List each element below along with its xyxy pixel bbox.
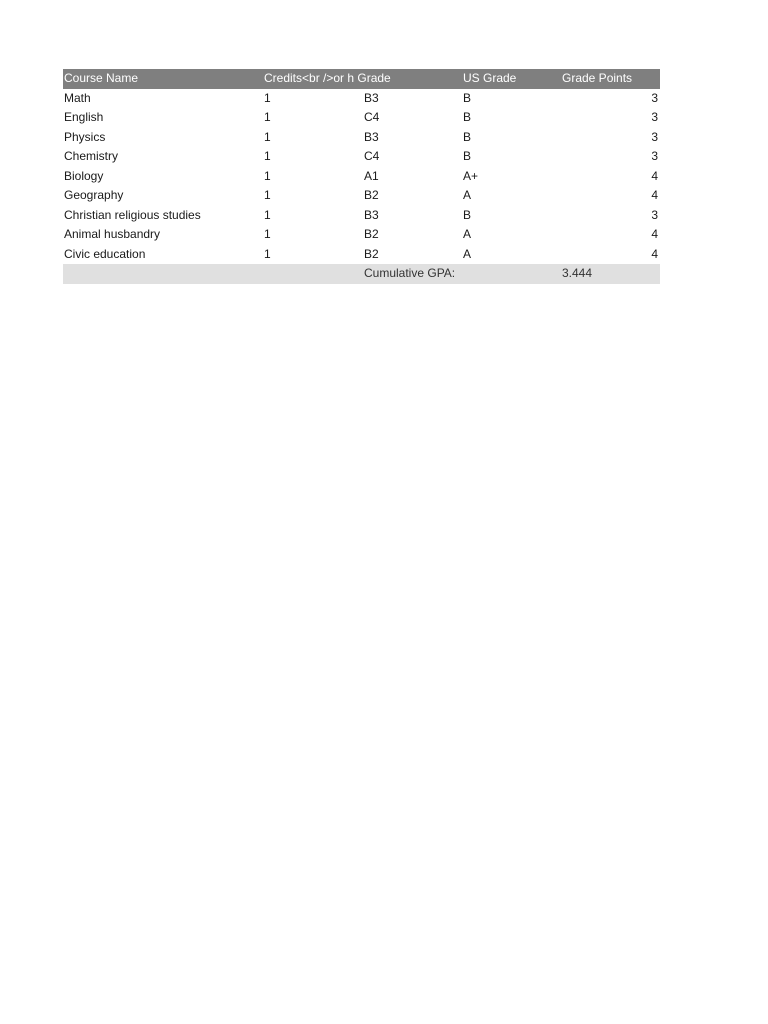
grade-points-cell: 4 [651,246,658,261]
table-row [63,225,660,245]
grade-cell: C4 [364,149,380,163]
grade-points-cell: 4 [651,227,658,241]
grade-cell: B3 [364,129,379,144]
grade-points-cell: 3 [651,129,658,144]
grade-points-cell: 3 [651,90,658,105]
grade-cell: B2 [364,227,379,241]
table-row [63,245,660,265]
header-us-grade: US Grade [463,71,517,85]
footer-empty-1 [63,264,263,284]
grade-points-cell: 3 [651,110,658,124]
grade-points-cell: 3 [651,149,658,163]
grade-cell: C4 [364,110,380,124]
course-name-cell: Math [64,90,91,105]
us-grade-cell: A [463,227,472,241]
credits-cell: 1 [264,246,271,261]
grade-cell: B2 [364,246,379,261]
course-name-cell: Christian religious studies [64,207,201,222]
us-grade-cell: B [463,207,472,222]
table-row [63,167,660,187]
course-name-cell: English [64,110,104,124]
table-row [63,89,660,109]
cumulative-gpa-value: 3.444 [562,266,593,280]
grade-cell: B3 [364,207,379,222]
credits-cell: 1 [264,110,271,124]
us-grade-cell: B [463,110,472,124]
table-row [63,206,660,226]
credits-cell: 1 [264,129,271,144]
grade-cell: A1 [364,168,379,183]
gpa-table [63,69,660,284]
course-name-cell: Physics [64,129,106,144]
us-grade-cell: B [463,149,472,163]
credits-cell: 1 [264,168,271,183]
cumulative-gpa-label: Cumulative GPA: [364,266,456,280]
header-credits: Credits<br />or h Grade [264,71,391,85]
course-name-cell: Animal husbandry [64,227,161,241]
us-grade-cell: B [463,90,472,105]
header-grade-points: Grade Points [562,71,633,85]
table-row [63,108,660,128]
grade-cell: B2 [364,188,379,202]
table-body [63,89,660,265]
table-header-row [63,69,660,89]
table-row [63,186,660,206]
course-name-cell: Chemistry [64,149,119,163]
course-name-cell: Biology [64,168,104,183]
grade-cell: B3 [364,90,379,105]
header-course-name: Course Name [64,71,139,85]
us-grade-cell: B [463,129,472,144]
credits-cell: 1 [264,207,271,222]
header-grade [363,69,462,89]
table-row [63,128,660,148]
credits-cell: 1 [264,188,271,202]
course-name-cell: Civic education [64,246,146,261]
course-name-cell: Geography [64,188,124,202]
credits-cell: 1 [264,227,271,241]
grade-points-cell: 3 [651,207,658,222]
credits-cell: 1 [264,149,271,163]
grade-points-cell: 4 [651,188,658,202]
us-grade-cell: A [463,246,472,261]
us-grade-cell: A [463,188,472,202]
us-grade-cell: A+ [463,168,479,183]
footer-empty-2 [263,264,363,284]
table-footer-row [63,264,660,284]
table-row [63,147,660,167]
grade-points-cell: 4 [651,168,658,183]
credits-cell: 1 [264,90,271,105]
footer-empty-3 [462,264,561,284]
